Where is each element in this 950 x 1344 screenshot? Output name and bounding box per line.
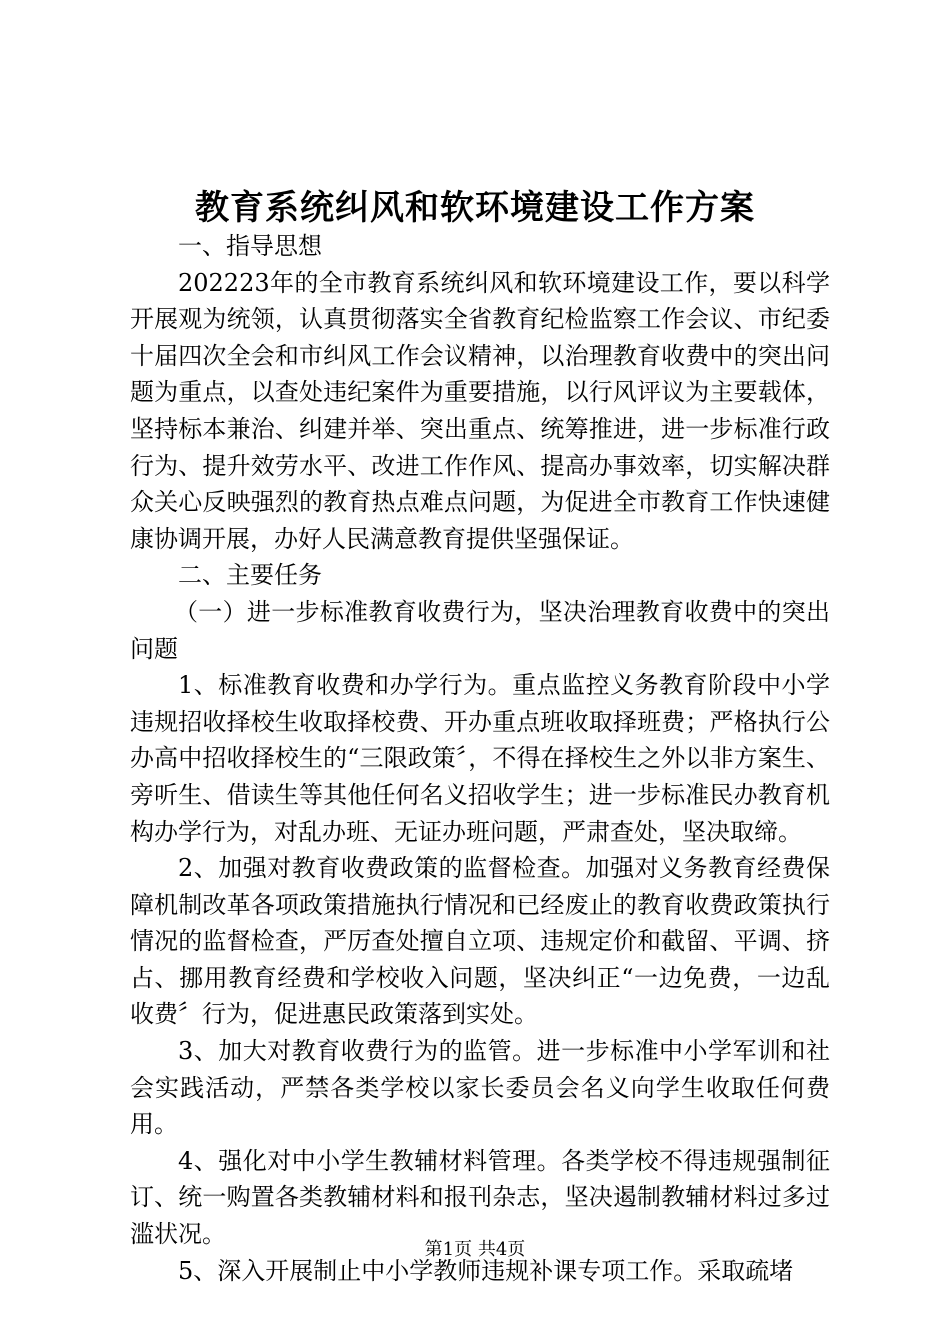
section-heading-guiding-ideology: 一、指导思想 <box>178 232 322 260</box>
document-title: 教育系统纠风和软环境建设工作方案 <box>195 188 755 228</box>
paragraph-guiding-ideology: 202223年的全市教育系统纠风和软环境建设工作，要以科学开展观为统领，认真贯彻落实全省教育纪检监察工作会议、市纪委十届四次全会和市纠风工作会议精神，以治理教育收费中的突出问题为重点，以查处违纪案件为重要措施，以行风评议为主要载体，坚持标本兼治、纠建并举、突出重点、统筹推进，进一步标准行政行为、提升效劳水平、改进工作作风、提高办事效率，切实解决群众关心反映强烈的教育热点难点问题，为促进全市教育工作快速健康协调开展，办好人民满意教育提供坚强保证。 <box>130 268 830 553</box>
subsection-heading-fee-behavior: （一）进一步标准教育收费行为，坚决治理教育收费中的突出问题 <box>130 597 830 663</box>
page-footer: 第1页 共4页 <box>424 1239 526 1260</box>
paragraph-item-2: 2、加强对教育收费政策的监督检查。加强对义务教育经费保障机制改革各项政策措施执行情况和已经废止的教育收费政策执行情况的监督检查，严厉查处擅自立项、违规定价和截留、平调、挤占、挪用教育经费和学校收入问题，坚决纠正“一边免费，一边乱收费〞行为，促进惠民政策落到实处。 <box>130 854 830 1029</box>
paragraph-item-1: 1、标准教育收费和办学行为。重点监控义务教育阶段中小学违规招收择校生收取择校费、开办重点班收取择班费；严格执行公办高中招收择校生的“三限政策〞，不得在择校生之外以非方案生、旁听生、借读生等其他任何名义招收学生；进一步标准民办教育机构办学行为，对乱办班、无证办班问题，严肃查处，坚决取缔。 <box>130 671 830 846</box>
document-body <box>130 228 830 1289</box>
paragraph-item-3: 3、加大对教育收费行为的监管。进一步标准中小学军训和社会实践活动，严禁各类学校以家长委员会名义向学生收取任何费用。 <box>130 1037 830 1139</box>
section-heading-main-tasks: 二、主要任务 <box>178 561 322 590</box>
paragraph-item-4: 4、强化对中小学生教辅材料管理。各类学校不得违规强制征订、统一购置各类教辅材料和报刊杂志，坚决遏制教辅材料过多过滥状况。 <box>130 1146 830 1249</box>
paragraph-item-5: 5、深入开展制止中小学教师违规补课专项工作。采取疏堵 <box>178 1256 794 1285</box>
